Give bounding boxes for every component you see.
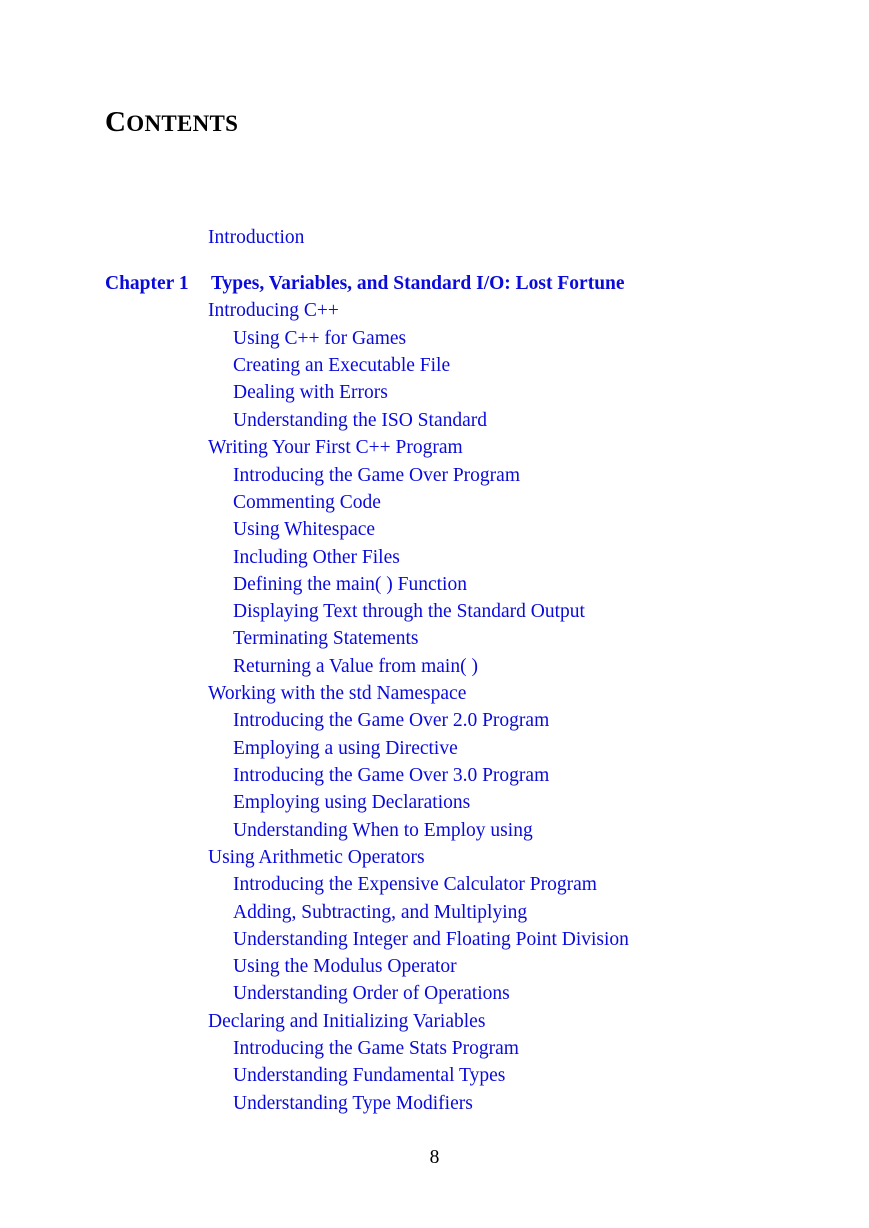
title-rest: ONTENTS [126, 111, 239, 136]
toc-subsection[interactable]: Introducing the Game Over 2.0 Program [233, 710, 550, 731]
toc-section-std-namespace[interactable]: Working with the std Namespace [208, 683, 467, 704]
toc-section-introducing-cpp[interactable]: Introducing C++ [208, 300, 339, 321]
toc-subsection[interactable]: Understanding Integer and Floating Point Division [233, 929, 629, 950]
toc-subsection[interactable]: Returning a Value from main( ) [233, 656, 478, 677]
toc-subsection[interactable]: Displaying Text through the Standard Output [233, 601, 585, 622]
toc-subsection[interactable]: Employing using Declarations [233, 792, 471, 813]
toc-subsection[interactable]: Introducing the Game Over 3.0 Program [233, 765, 550, 786]
toc-subsection[interactable]: Using C++ for Games [233, 328, 407, 349]
page-title [105, 106, 238, 139]
toc-subsection[interactable]: Understanding Order of Operations [233, 983, 510, 1004]
toc-subsection[interactable]: Terminating Statements [233, 628, 419, 649]
toc-subsection[interactable]: Understanding When to Employ using [233, 820, 533, 841]
toc-subsection[interactable]: Using the Modulus Operator [233, 956, 457, 977]
toc-subsection[interactable]: Understanding Fundamental Types [233, 1065, 506, 1086]
toc-subsection[interactable]: Introducing the Game Stats Program [233, 1038, 519, 1059]
toc-subsection[interactable]: Understanding Type Modifiers [233, 1093, 473, 1114]
toc-subsection[interactable]: Commenting Code [233, 492, 381, 513]
chapter-label: Chapter 1 [105, 273, 189, 294]
chapter-title: Types, Variables, and Standard I/O: Lost Fortune [211, 273, 625, 294]
title-initial: C [105, 106, 127, 138]
toc-subsection[interactable]: Introducing the Expensive Calculator Program [233, 874, 597, 895]
toc-subsection[interactable]: Dealing with Errors [233, 382, 388, 403]
toc-section-first-program[interactable]: Writing Your First C++ Program [208, 437, 463, 458]
toc-link-introduction[interactable]: Introduction [208, 227, 305, 248]
toc-subsection[interactable]: Introducing the Game Over Program [233, 465, 520, 486]
toc-subsection[interactable]: Including Other Files [233, 547, 400, 568]
toc-chapter-1[interactable] [105, 272, 625, 296]
toc-subsection[interactable]: Defining the main( ) Function [233, 574, 467, 595]
toc-section-arithmetic[interactable]: Using Arithmetic Operators [208, 847, 425, 868]
toc-section-variables[interactable]: Declaring and Initializing Variables [208, 1011, 486, 1032]
toc-subsection[interactable]: Using Whitespace [233, 519, 376, 540]
toc-subsection[interactable]: Adding, Subtracting, and Multiplying [233, 902, 528, 923]
toc-subsection[interactable]: Understanding the ISO Standard [233, 410, 487, 431]
toc-subsection[interactable]: Creating an Executable File [233, 355, 451, 376]
toc-subsection[interactable]: Employing a using Directive [233, 738, 458, 759]
page-number: 8 [429, 1147, 440, 1168]
